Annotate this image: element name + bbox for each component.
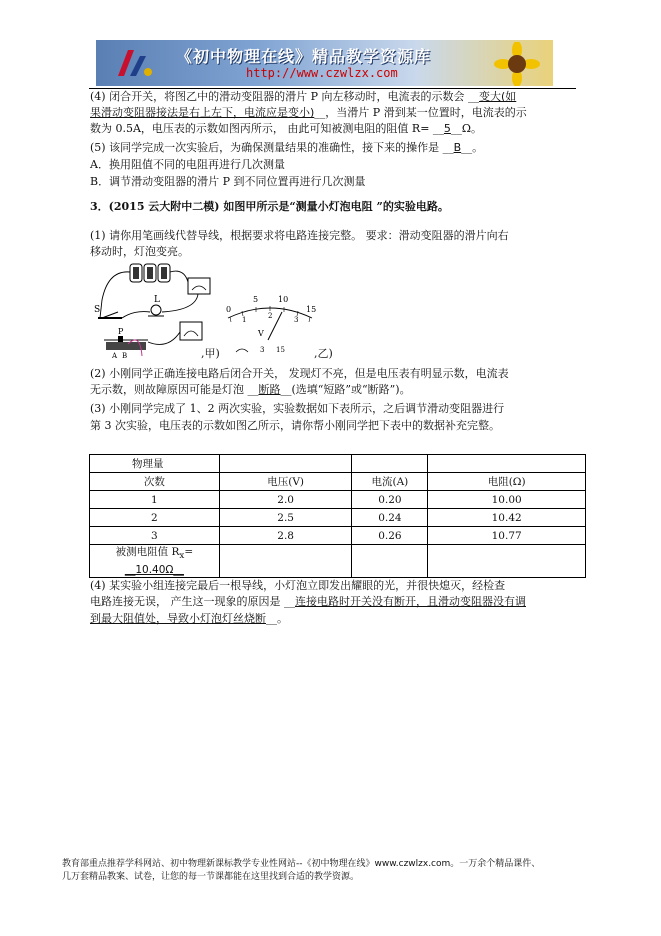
table-cell bbox=[219, 455, 352, 473]
answer-fault: 断路 bbox=[258, 383, 281, 396]
fig-jia-caption: ,甲) bbox=[201, 347, 220, 360]
answer-4a: 变大(如 bbox=[478, 90, 517, 103]
terminal-3: 3 bbox=[260, 346, 265, 354]
cell-count: 2 bbox=[90, 509, 220, 527]
tick-15: 15 bbox=[306, 305, 317, 314]
text: __。 bbox=[266, 612, 288, 625]
answer-4b: 果滑动变阻器接法是右上左下，电流应是变小) bbox=[90, 106, 315, 119]
tick-10: 10 bbox=[278, 295, 289, 304]
label-p: P bbox=[118, 327, 124, 336]
result-value: __10.40Ω__ bbox=[124, 564, 184, 577]
battery-icon bbox=[130, 264, 170, 282]
tick-small-3: 3 bbox=[294, 316, 299, 324]
rheostat-icon bbox=[104, 336, 148, 350]
q3-p4-line2 bbox=[90, 594, 526, 610]
text: 电路连接无误， 产生这一现象的原因是 __ bbox=[90, 595, 295, 608]
table-header-row1 bbox=[90, 455, 586, 473]
q3-stem: 3．(2015 云大附中二模) 如图甲所示是“测量小灯泡电阻 ”的实验电路。 bbox=[90, 200, 449, 213]
header-quantity: 物理量 bbox=[90, 455, 220, 473]
table-cell bbox=[219, 545, 352, 578]
text: __。 bbox=[461, 141, 484, 154]
table-row-result bbox=[90, 545, 586, 578]
q3-p3-line1: (3) 小刚同学完成了 1、2 两次实验，实验数据如下表所示，之后调节滑动变阻器进行 bbox=[90, 402, 505, 415]
result-label-eq: = bbox=[184, 546, 194, 558]
q3-p4-line3 bbox=[90, 611, 288, 627]
cell-current: 0.26 bbox=[352, 527, 428, 545]
q3-p1-line1: (1) 请你用笔画线代替导线，根据要求将电路连接完整。 要求：滑动变阻器的滑片向右 bbox=[90, 229, 509, 242]
label-s: S bbox=[94, 305, 101, 315]
table-cell bbox=[428, 545, 586, 578]
cell-voltage: 2.0 bbox=[219, 491, 352, 509]
fig-yi-caption: ,乙) bbox=[314, 347, 333, 360]
switch-icon bbox=[98, 312, 122, 318]
label-l: L bbox=[154, 295, 160, 305]
footer-line2: 几万套精品教案、试卷，让您的每一节课都能在这里找到合适的教学资源。 bbox=[62, 872, 360, 882]
table-cell bbox=[352, 545, 428, 578]
lamp-icon bbox=[148, 305, 164, 316]
q-prev-4-line2 bbox=[90, 105, 527, 121]
cell-resistance: 10.42 bbox=[428, 509, 586, 527]
voltmeter-jia-icon bbox=[188, 278, 210, 294]
text: __(选填“短路”或“断路”)。 bbox=[280, 383, 411, 396]
cell-voltage: 2.8 bbox=[219, 527, 352, 545]
result-label-cell bbox=[90, 545, 220, 578]
cell-voltage: 2.5 bbox=[219, 509, 352, 527]
text: __Ω。 bbox=[450, 122, 483, 135]
table-row bbox=[90, 509, 586, 527]
answer-4-part2: 到最大阻值处，导致小灯泡灯丝烧断 bbox=[90, 612, 266, 625]
circuit-figure bbox=[88, 260, 218, 360]
text: 无示数，则故障原因可能是灯泡 __ bbox=[90, 383, 259, 396]
text: (5) 该同学完成一次实验后，为确保测量结果的准确性，接下来的操作是 __ bbox=[90, 141, 454, 154]
page-footer bbox=[62, 858, 602, 884]
col-head-voltage: 电压(V) bbox=[219, 473, 352, 491]
banner-url[interactable]: http://www.czwlzx.com bbox=[246, 66, 398, 80]
terminal-neg-icon bbox=[236, 349, 248, 352]
result-label-subscript: x bbox=[179, 551, 185, 562]
col-head-resistance: 电阻(Ω) bbox=[428, 473, 586, 491]
result-label: 被测电阻值 R bbox=[115, 546, 180, 558]
label-b: B bbox=[122, 352, 128, 360]
q-prev-4-line1 bbox=[90, 89, 516, 105]
meter-unit: V bbox=[258, 329, 264, 338]
tick-small-1: 1 bbox=[242, 316, 247, 324]
table-cell bbox=[352, 455, 428, 473]
ammeter-icon bbox=[180, 322, 202, 340]
tick-0: 0 bbox=[226, 305, 232, 314]
text: (4) 闭合开关，将图乙中的滑动变阻器的滑片 P 向左移动时，电流表的示数会 __ bbox=[90, 90, 479, 103]
option-b: B．调节滑动变阻器的滑片 P 到不同位置再进行几次测量 bbox=[90, 175, 366, 188]
col-head-current: 电流(A) bbox=[352, 473, 428, 491]
option-a: A．换用阻值不同的电阻再进行几次测量 bbox=[90, 158, 285, 171]
col-head-count: 次数 bbox=[90, 473, 220, 491]
table-row bbox=[90, 527, 586, 545]
tick-5: 5 bbox=[253, 295, 259, 304]
footer-line1: 教育部重点推荐学科网站、初中物理新课标教学专业性网站--《初中物理在线》www.czwlzx.com。一万余个精品课件、 bbox=[62, 859, 541, 869]
answer-4-part1: 连接电路时开关没有断开，且滑动变阻器没有调 bbox=[295, 595, 526, 608]
table-cell bbox=[428, 455, 586, 473]
header-banner bbox=[96, 40, 553, 86]
label-a: A bbox=[112, 352, 118, 360]
q-prev-5-line1 bbox=[90, 140, 483, 156]
cell-count: 3 bbox=[90, 527, 220, 545]
sunflower-icon bbox=[487, 42, 547, 86]
site-logo-icon bbox=[114, 46, 154, 82]
text: 数为 0.5A，电压表的示数如图丙所示， 由此可知被测电阻的阻值 R= __ bbox=[90, 122, 444, 135]
q3-p3-line2: 第 3 次实验，电压表的示数如图乙所示，请你帮小刚同学把下表中的数据补充完整。 bbox=[90, 419, 500, 432]
cell-current: 0.24 bbox=[352, 509, 428, 527]
q3-p2-line1: (2) 小刚同学正确连接电路后闭合开关， 发现灯不亮，但是电压表有明显示数，电流表 bbox=[90, 367, 509, 380]
table-row bbox=[90, 491, 586, 509]
voltmeter-dial bbox=[222, 292, 318, 358]
q3-p1-line2: 移动时，灯泡变亮。 bbox=[90, 245, 189, 258]
answer-5: B bbox=[453, 141, 462, 154]
terminal-15: 15 bbox=[276, 346, 285, 354]
cell-resistance: 10.77 bbox=[428, 527, 586, 545]
q3-p4-line1: (4) 某实验小组连接完最后一根导线，小灯泡立即发出耀眼的光，并很快熄灭，经检查 bbox=[90, 579, 506, 592]
text: __，当滑片 P 滑到某一位置时，电流表的示 bbox=[314, 106, 527, 119]
q-prev-4-line3 bbox=[90, 121, 482, 137]
q3-p2-line2 bbox=[90, 382, 411, 398]
cell-count: 1 bbox=[90, 491, 220, 509]
cell-current: 0.20 bbox=[352, 491, 428, 509]
tick-small-2: 2 bbox=[268, 312, 273, 320]
cell-resistance: 10.00 bbox=[428, 491, 586, 509]
table-header-row2 bbox=[90, 473, 586, 491]
data-table bbox=[89, 454, 586, 578]
banner-title: 《初中物理在线》精品教学资源库 bbox=[176, 47, 432, 66]
answer-resistance: 5 bbox=[443, 122, 451, 135]
